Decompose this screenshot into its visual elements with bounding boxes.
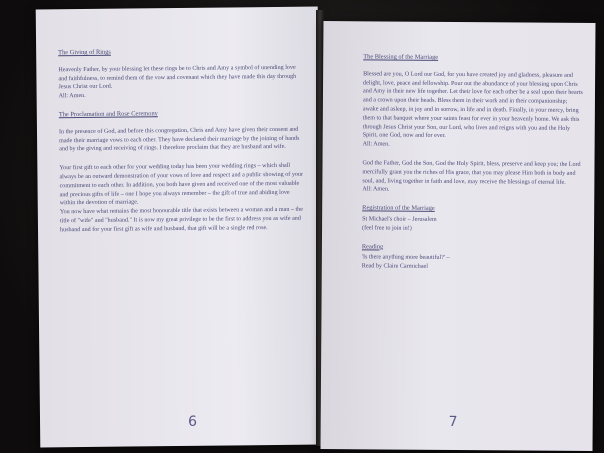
amen-response: All: Amen. xyxy=(362,186,390,193)
section-line: St Michael's choir – Jerusalem xyxy=(362,216,437,223)
right-page xyxy=(321,21,596,451)
section-paragraph: Heavenly Father, by your blessing let these rings be to Chris and Amy a symbol of unending love and faithfulness, to remind them of the vow and covenant which they have made this day through Jesus Christ our Lord. xyxy=(58,64,297,91)
section-paragraph: Your first gift to each other for your wedding today has been your wedding rings – which shall always be an outward demonstration of your vows of love and respect and a public showing of your commitment to each other. In addition, you both have given and received one of the most valuable and precious gifts of life – one I hope you always remember – the gift of true and abiding love within the devotion of marriage. xyxy=(59,163,304,207)
left-page xyxy=(36,7,323,448)
section-proclamation xyxy=(59,109,306,235)
section-paragraph: God the Father, God the Son, God the Holy Spirit, bless, preserve and keep you; the Lord mercifully grant you the riches of His grace, that you may please Him both in body and soul, and, living together in faith and love, may receive the blessings of eternal life. xyxy=(362,160,581,186)
left-page-content xyxy=(58,47,306,245)
section-line: Read by Claire Carmichael xyxy=(361,263,428,270)
section-paragraph: You now have what remains the most honourable title that exists between a woman and a man – the title of "wife" and "husband." It is now my great privilege to be the first to address you as wife and husband and for your first gift as wife and husband, that gift will be a single red rose. xyxy=(59,206,303,233)
section-heading: Registration of the Marriage xyxy=(362,204,435,212)
page-number: 6 xyxy=(187,413,198,430)
section-blessing xyxy=(362,53,583,196)
section-heading: The Blessing of the Marriage xyxy=(363,53,439,61)
amen-response: All: Amen. xyxy=(362,141,390,148)
section-paragraph: In the presence of God, and before this congregation, Chris and Amy have given their consent and made their marriage vows to each other. They have declared their marriage by the joining of hands and by the giving and receiving of rings. I therefore proclaim that they are husband and wife. xyxy=(58,126,300,153)
section-heading: The Proclamation and Rose Ceremony xyxy=(58,110,158,119)
section-heading: The Giving of Rings xyxy=(58,48,111,57)
section-registration xyxy=(362,204,582,234)
amen-response: All: Amen. xyxy=(58,93,86,100)
section-line: (feel free to join in!) xyxy=(362,225,412,232)
section-giving-of-rings xyxy=(58,47,305,102)
right-page-content xyxy=(362,53,584,282)
section-heading: Reading xyxy=(361,242,384,251)
section-paragraph: Blessed are you, O Lord our God, for you have created joy and gladness, pleasure and delight, love, peace and fellowship. Pour out the abundance of your blessing upon Chris and Amy in their new life together. Let their love for each other be a seal upon their hearts and a crown upon their heads. Bless them in their work and in their companionship; awake and asleep, in joy and in sorrow, in life and in death. Finally, in your mercy, bring them to that banquet where your saints feast for ever in your heavenly home. We ask this through Jesus Christ your Son, our Lord, who lives and reigns with you and the Holy Spirit, one God, now and for ever. xyxy=(362,71,583,140)
page-number: 7 xyxy=(448,413,458,431)
section-line: 'Is there anything more beautiful?' – xyxy=(361,254,450,262)
section-reading xyxy=(362,243,582,273)
